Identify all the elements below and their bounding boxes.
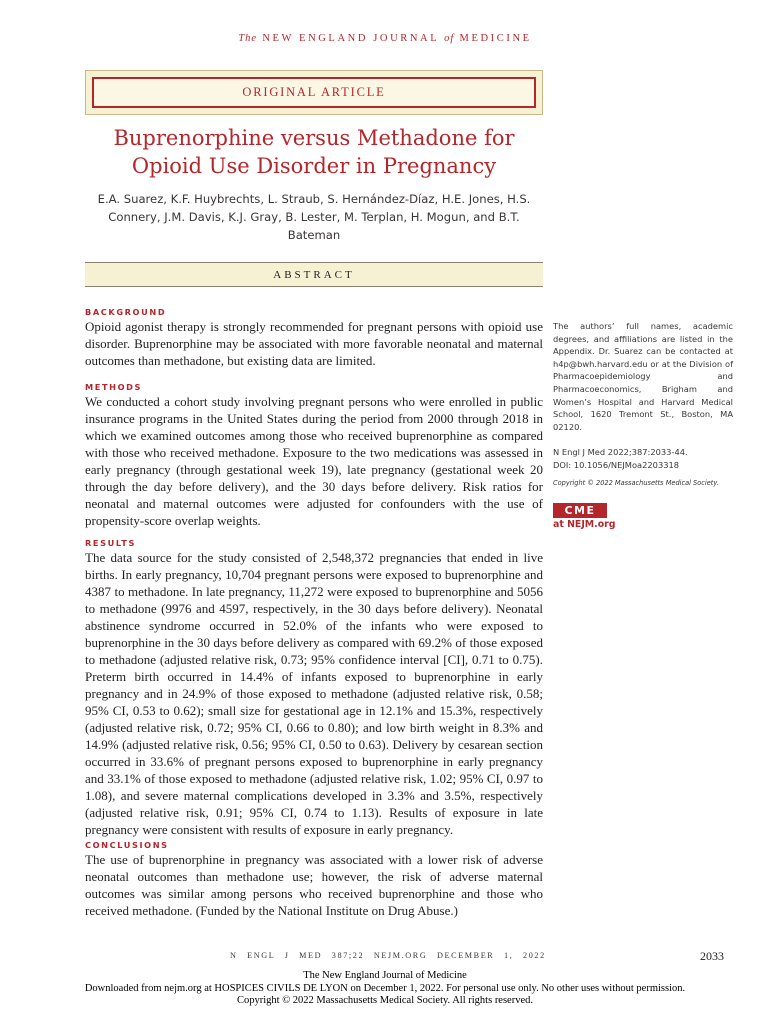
methods-text: We conducted a cohort study involving pregnant persons who were enrolled in public insurance programs in the United States during the period from 2000 through 2018 in which we examined outcomes among those who received buprenorphine as compared with those who received methadone. Exposure to the two medications was assessed in early pregnancy (through gestational week 19), late pregnancy (gestational week 20 through the day before delivery), and the 30 days before delivery. Risk ratios for neonatal and maternal outcomes were adjusted for confounders with the use of propensity-score overlap weights.	[85, 394, 543, 528]
page-footer	[230, 951, 546, 960]
journal-header	[0, 33, 770, 44]
footer-volume: N ENGL J MED 387;22	[230, 951, 365, 960]
citation-block	[553, 446, 733, 471]
footer-site: NEJM.ORG	[373, 951, 428, 960]
journal-prefix: The	[238, 33, 258, 44]
article-title: Buprenorphine versus Methadone for Opioid Use Disorder in Pregnancy	[113, 126, 515, 178]
results-heading: RESULTS	[85, 538, 136, 548]
sidebar-copyright: Copyright © 2022 Massachusetts Medical Society.	[553, 479, 719, 487]
journal-name-part2: MEDICINE	[459, 33, 532, 44]
download-journal-line: The New England Journal of Medicine	[303, 970, 467, 981]
author-affiliations-note: The authors’ full names, academic degrees, and affiliations are listed in the Appendix. Dr. Suarez can be contacted at h4p@bwh.harvard.edu or at the Division of Pharmacoepidemiology and Pharmacoeconomics, Brigham and Women’s Hospital and Harvard Medical School, 1620 Tremont St., Boston, MA 02120.	[553, 321, 733, 432]
journal-name-part1: NEW ENGLAND JOURNAL	[262, 33, 439, 44]
abstract-header-bar	[85, 262, 543, 287]
background-text: Opioid agonist therapy is strongly recommended for pregnant persons with opioid use disorder. Buprenorphine may be associated with more favorable neonatal and maternal outcomes than methadone, but existing data are limited.	[85, 319, 543, 368]
conclusions-heading: CONCLUSIONS	[85, 840, 169, 850]
page-number: 2033	[700, 949, 724, 963]
methods-heading: METHODS	[85, 382, 143, 392]
article-type: ORIGINAL ARTICLE	[242, 85, 386, 99]
doi[interactable]: DOI: 10.1056/NEJMoa2203318	[553, 459, 680, 470]
cme-badge[interactable]: CME	[553, 503, 607, 518]
author-list: E.A. Suarez, K.F. Huybrechts, L. Straub, S. Hernández-Díaz, H.E. Jones, H.S. Connery, J.M. Davis, K.J. Gray, B. Lester, M. Terplan, H. Mogun, and B.T. Bateman	[97, 192, 531, 242]
article-type-banner	[85, 70, 543, 115]
citation: N Engl J Med 2022;387:2033-44.	[553, 447, 688, 457]
footer-date: DECEMBER 1, 2022	[436, 951, 546, 960]
cme-link[interactable]: at NEJM.org	[553, 519, 616, 530]
background-heading: BACKGROUND	[85, 307, 167, 317]
conclusions-text: The use of buprenorphine in pregnancy was associated with a lower risk of adverse neonatal outcomes than methadone use; however, the risk of adverse maternal outcomes was similar among persons who received buprenorphine and those who received methadone. (Funded by the National Institute on Drug Abuse.)	[85, 852, 543, 918]
download-notice	[0, 970, 770, 1008]
download-source-line: Downloaded from nejm.org at HOSPICES CIVILS DE LYON on December 1, 2022. For personal use only. No other uses without permission.	[84, 982, 686, 994]
results-text: The data source for the study consisted of 2,548,372 pregnancies that ended in live births. In early pregnancy, 10,704 pregnant persons were exposed to buprenorphine and 4387 to methadone. In late pregnancy, 11,272 were exposed to buprenorphine and 5056 to methadone (9976 and 4597, respectively, in the 30 days before delivery). Neonatal abstinence syndrome occurred in 52.0% of the infants who were exposed to buprenorphine in the 30 days before delivery as compared with 69.2% of those exposed to methadone (adjusted relative risk, 0.73; 95% confidence interval [CI], 0.71 to 0.75). Preterm birth occurred in 14.4% of infants exposed to buprenorphine in early pregnancy and in 24.9% of those exposed to methadone (adjusted relative risk, 0.58; 95% CI, 0.53 to 0.62); small size for gestational age in 12.1% and 15.3%, respectively (adjusted relative risk, 0.72; 95% CI, 0.66 to 0.80); and low birth weight in 8.3% and 14.9% (adjusted relative risk, 0.56; 95% CI, 0.50 to 0.63). Delivery by cesarean section occurred in 33.6% of pregnant persons exposed to buprenorphine in early pregnancy and 33.1% of those exposed to methadone (adjusted relative risk, 1.02; 95% CI, 0.97 to 1.08), and severe maternal complications developed in 3.3% and 3.5%, respectively (adjusted relative risk, 0.91; 95% CI, 0.74 to 1.13). Results of exposure in late pregnancy were consistent with results of exposure in early pregnancy.	[85, 550, 543, 837]
abstract-label: ABSTRACT	[273, 268, 355, 281]
download-copyright-line: Copyright © 2022 Massachusetts Medical Society. All rights reserved.	[237, 995, 533, 1006]
article-type-frame	[92, 77, 536, 108]
journal-of: of	[444, 33, 455, 44]
